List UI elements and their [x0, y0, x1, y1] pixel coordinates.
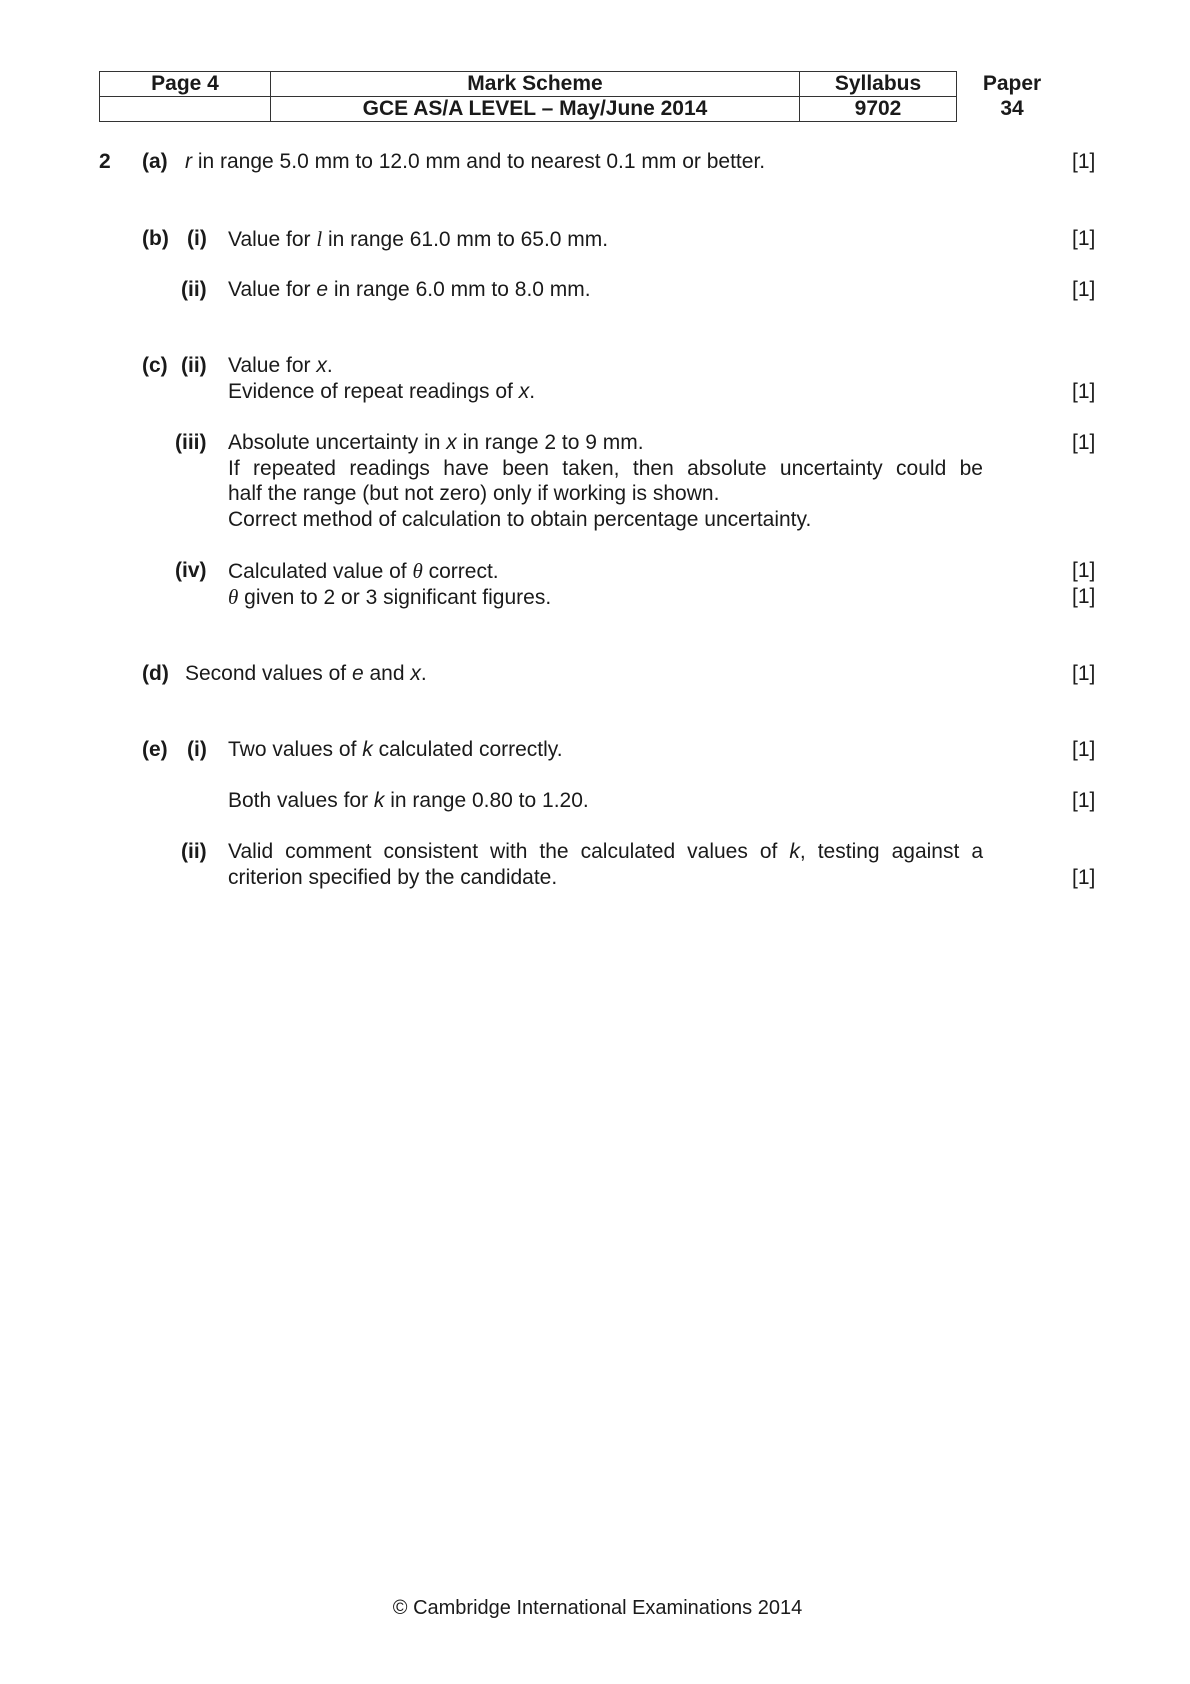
part-c-iii-line3: half the range (but not zero) only if working is shown. [228, 482, 720, 505]
part-a-text: r in range 5.0 mm to 12.0 mm and to nearest 0.1 mm or better. [185, 150, 766, 173]
part-a-label: (a) [142, 150, 168, 173]
syllabus-label: Syllabus [800, 72, 957, 97]
part-e-i-label: (i) [187, 738, 207, 761]
part-b-i-label: (i) [187, 227, 207, 250]
part-c-iii-mark: [1] [1072, 431, 1096, 454]
part-c-iv-mark-1: [1] [1072, 559, 1096, 582]
question-number: 2 [99, 150, 111, 173]
part-c-ii-mark: [1] [1072, 380, 1096, 403]
header-title: Mark Scheme [271, 72, 800, 97]
part-c-ii-label: (ii) [181, 354, 207, 377]
part-c-label: (c) [142, 354, 168, 377]
part-c-ii-line1: Value for x. [228, 354, 333, 377]
part-c-iii-label: (iii) [175, 431, 207, 454]
page-label: Page 4 [100, 72, 271, 97]
paper-value: 34 [957, 97, 1068, 122]
part-c-iv-label: (iv) [175, 559, 207, 582]
part-c-iv-mark-2: [1] [1072, 585, 1096, 608]
part-e-label: (e) [142, 738, 168, 761]
part-e-i-mark-1: [1] [1072, 738, 1096, 761]
syllabus-value: 9702 [800, 97, 957, 122]
part-e-i-line2: Both values for k in range 0.80 to 1.20. [228, 789, 589, 812]
part-b-i-mark: [1] [1072, 227, 1096, 250]
header-table [99, 71, 1067, 122]
part-c-iv-line1: Calculated value of θ correct. [228, 559, 499, 583]
part-c-iii-line1: Absolute uncertainty in x in range 2 to 9 mm. [228, 431, 644, 454]
part-b-ii-text: Value for e in range 6.0 mm to 8.0 mm. [228, 278, 591, 301]
part-b-ii-label: (ii) [181, 278, 207, 301]
part-d-text: Second values of e and x. [185, 662, 427, 685]
paper-label: Paper [957, 72, 1068, 97]
part-e-ii-line1: Valid comment consistent with the calculated values of k, testing against a [228, 840, 983, 863]
part-c-iii-line2: If repeated readings have been taken, then absolute uncertainty could be [228, 457, 983, 480]
part-c-iv-line2: θ given to 2 or 3 significant figures. [228, 585, 552, 609]
var-theta: θ [412, 559, 423, 583]
part-b-label: (b) [142, 227, 169, 250]
part-e-ii-line2: criterion specified by the candidate. [228, 866, 558, 889]
part-e-ii-label: (ii) [181, 840, 207, 863]
part-a-mark: [1] [1072, 150, 1096, 173]
part-e-ii-mark: [1] [1072, 866, 1096, 889]
part-d-mark: [1] [1072, 662, 1096, 685]
header-subtitle: GCE AS/A LEVEL – May/June 2014 [271, 97, 800, 122]
part-b-i-text: Value for l in range 61.0 mm to 65.0 mm. [228, 227, 609, 251]
part-e-i-mark-2: [1] [1072, 789, 1096, 812]
footer-copyright: © Cambridge International Examinations 2014 [392, 1597, 803, 1619]
part-e-i-line1: Two values of k calculated correctly. [228, 738, 563, 761]
part-d-label: (d) [142, 662, 169, 685]
var-l: l [316, 227, 323, 251]
page-blank-cell [100, 97, 271, 122]
part-b-ii-mark: [1] [1072, 278, 1096, 301]
var-e: e [316, 278, 329, 301]
part-c-iii-line4: Correct method of calculation to obtain percentage uncertainty. [228, 508, 812, 531]
part-c-ii-line2: Evidence of repeat readings of x. [228, 380, 536, 403]
var-r: r [185, 150, 192, 173]
